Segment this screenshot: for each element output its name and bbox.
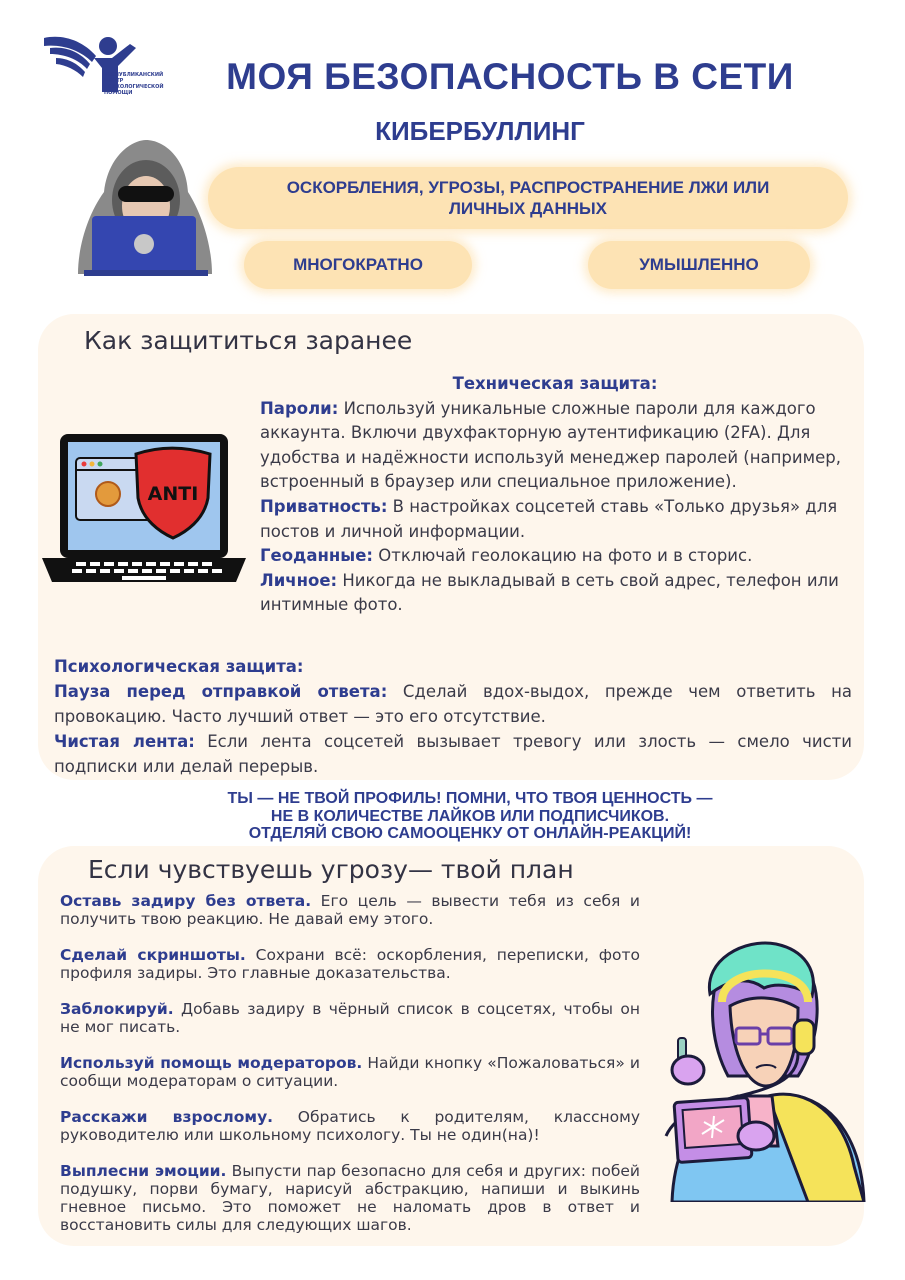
psy-item: Пауза перед отправкой ответа: Сделай вдох-выдох, прежде чем ответить на провокацию. Часто лучший ответ — это его отсутствие.: [54, 682, 852, 726]
psy-title: Психологическая защита:: [54, 657, 304, 676]
plan-heading: Если чувствуешь угрозу— твой план: [88, 855, 574, 884]
tech-title: Техническая защита:: [452, 374, 658, 393]
tech-item: Личное: Никогда не выкладывай в сеть свой адрес, телефон или интимные фото.: [260, 570, 839, 615]
tech-item: Пароли: Используй уникальные сложные пароли для каждого аккаунта. Включи двухфакторную аутентификацию (2FA). Для удобства и надёжности используй менеджер паролей (например, встроенный в браузер или специальное приложение).: [260, 398, 841, 492]
plan-item: Заблокируй. Добавь задиру в чёрный список в соцсетях, чтобы он не мог писать.: [60, 1000, 640, 1036]
tech-item: Приватность: В настройках соцсетей ставь «Только друзья» для постов и личной информации.: [260, 496, 838, 541]
hooded-hacker-icon: [74, 136, 216, 278]
tech-item: Геоданные: Отключай геолокацию на фото и в сторис.: [260, 546, 753, 566]
laptop-antivirus-icon: [36, 432, 252, 590]
slogan: ТЫ — НЕ ТВОЙ ПРОФИЛЬ! ПОМНИ, ЧТО ТВОЯ ЦЕННОСТЬ — НЕ В КОЛИЧЕСТВЕ ЛАЙКОВ ИЛИ ПОДПИСЧИКОВ. ОТДЕЛЯЙ СВОЮ САМООЦЕНКУ ОТ ОНЛАЙН-РЕАКЦИЙ!: [227, 790, 713, 842]
psy-item: Чистая лента: Если лента соцсетей вызывает тревогу или злость — смело чисти подписки или делай перерыв.: [54, 732, 852, 776]
teen-with-headphones-icon: [648, 936, 868, 1202]
logo-org-text: РЕСПУБЛИКАНСКИЙ ЦЕНТР ПСИХОЛОГИЧЕСКОЙ ПОМОЩИ: [104, 72, 164, 96]
plan-item: Сделай скриншоты. Сохрани всё: оскорбления, переписки, фото профиля задиры. Это главные доказательства.: [60, 946, 640, 982]
plan-item: Выплесни эмоции. Выпусти пар безопасно для себя и других: побей подушку, порви бумагу, нарисуй абстракцию, напиши и выкинь гневное письмо. Это поможет не наломать дров в ответ и восстановить силы для следующих шагов.: [60, 1162, 640, 1234]
page-title: МОЯ БЕЗОПАСНОСТЬ В СЕТИ: [226, 56, 794, 97]
plan-list: [60, 892, 640, 1252]
plan-item: Расскажи взрослому. Обратись к родителям, классному руководителю или школьному психологу. Ты не один(на)!: [60, 1108, 640, 1144]
page-subtitle: КИБЕРБУЛЛИНГ: [375, 116, 585, 146]
psy-protection: [54, 654, 852, 779]
tech-protection: [260, 372, 850, 618]
prevention-heading: Как защититься заранее: [84, 326, 413, 355]
tag-intentional: УМЫШЛЕННО: [588, 241, 810, 289]
plan-item: Оставь задиру без ответа. Его цель — вывести тебя из себя и получить твою реакцию. Не давай ему этого.: [60, 892, 640, 928]
tag-repeated: МНОГОКРАТНО: [244, 241, 472, 289]
definition-pill: ОСКОРБЛЕНИЯ, УГРОЗЫ, РАСПРОСТРАНЕНИЕ ЛЖИ ИЛИ ЛИЧНЫХ ДАННЫХ: [208, 167, 848, 229]
plan-item: Используй помощь модераторов. Найди кнопку «Пожаловаться» и сообщи модераторам о ситуации.: [60, 1054, 640, 1090]
svg-text:ANTI: ANTI: [147, 483, 199, 505]
